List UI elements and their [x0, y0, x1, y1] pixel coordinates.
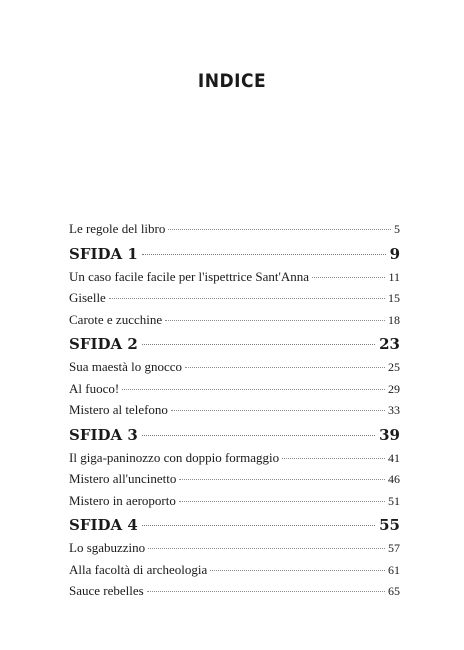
toc-entry-page: 29: [388, 381, 400, 396]
toc-entry-page: 65: [388, 584, 400, 598]
toc-entry-label: Un caso facile facile per l'ispettrice Sant'Anna: [69, 268, 310, 284]
toc-entry-page: 25: [388, 360, 400, 374]
toc-entry-label: Mistero in aeroporto: [69, 492, 176, 508]
toc-entry-page: 46: [388, 472, 400, 486]
dot-leader: [282, 458, 385, 459]
toc-entry-label: Alla facoltà di archeologia: [69, 561, 208, 577]
dot-leader: [165, 320, 385, 321]
toc-entry-intro[interactable]: [69, 218, 400, 240]
toc-entry[interactable]: [69, 537, 400, 559]
dot-leader: [312, 277, 385, 278]
dot-leader: [142, 435, 375, 436]
toc-section-page: 9: [389, 244, 400, 263]
toc-entry-page: 51: [388, 493, 400, 508]
toc-entry-label: Mistero all'uncinetto: [69, 471, 177, 486]
toc-entry-page: 33: [388, 403, 400, 417]
toc-section-sfida-3[interactable]: [69, 424, 400, 447]
toc-entry[interactable]: [69, 287, 400, 309]
toc-entry-page: 41: [388, 450, 400, 465]
toc-section-page: 23: [379, 335, 400, 353]
dot-leader: [179, 479, 385, 480]
toc-section-label: SFIDA 4: [69, 516, 138, 534]
dot-leader: [142, 344, 375, 345]
toc-entry-label: Giselle: [69, 290, 106, 305]
dot-leader: [179, 501, 385, 502]
toc-section-sfida-4[interactable]: [69, 514, 400, 537]
page-title: INDICE: [197, 70, 267, 92]
toc-entry-page: 18: [388, 312, 400, 327]
toc-entry-page: 57: [388, 541, 400, 555]
toc-entry[interactable]: [69, 309, 400, 331]
toc-entry-label: Il giga-paninozzo con doppio formaggio: [69, 449, 280, 465]
toc-section-sfida-1[interactable]: [69, 243, 400, 266]
table-of-contents: [69, 218, 400, 602]
toc-entry[interactable]: [69, 447, 400, 469]
toc-entry[interactable]: [69, 490, 400, 512]
toc-entry-label: Sua maestà lo gnocco: [69, 359, 182, 374]
toc-entry[interactable]: [69, 559, 400, 581]
dot-leader: [210, 570, 385, 571]
toc-entry-label: Carote e zucchine: [69, 311, 163, 327]
toc-entry[interactable]: [69, 378, 400, 400]
dot-leader: [185, 367, 385, 368]
toc-entry-page: 15: [388, 291, 400, 305]
dot-leader: [109, 298, 385, 299]
toc-entry[interactable]: [69, 356, 400, 378]
toc-entry-page: 5: [394, 222, 400, 236]
toc-entry[interactable]: [69, 266, 400, 288]
dot-leader: [148, 548, 385, 549]
toc-section-label: SFIDA 2: [69, 335, 138, 353]
toc-entry-label: Mistero al telefono: [69, 402, 168, 417]
dot-leader: [122, 389, 385, 390]
toc-entry[interactable]: [69, 580, 400, 602]
dot-leader: [168, 229, 391, 230]
toc-entry-label: Lo sgabuzzino: [69, 540, 146, 555]
dot-leader: [142, 254, 386, 255]
dot-leader: [147, 591, 385, 592]
toc-entry-label: Al fuoco!: [69, 380, 120, 396]
toc-entry-page: 11: [388, 269, 400, 284]
dot-leader: [171, 410, 385, 411]
toc-entry[interactable]: [69, 468, 400, 490]
toc-section-label: SFIDA 1: [69, 244, 138, 263]
toc-entry[interactable]: [69, 399, 400, 421]
toc-section-page: 55: [379, 516, 400, 534]
dot-leader: [142, 525, 375, 526]
toc-section-sfida-2[interactable]: [69, 333, 400, 356]
toc-section-page: 39: [379, 425, 400, 444]
toc-entry-label: Le regole del libro: [69, 221, 166, 236]
toc-entry-label: Sauce rebelles: [69, 583, 144, 598]
toc-section-label: SFIDA 3: [69, 425, 138, 444]
toc-entry-page: 61: [388, 562, 400, 577]
